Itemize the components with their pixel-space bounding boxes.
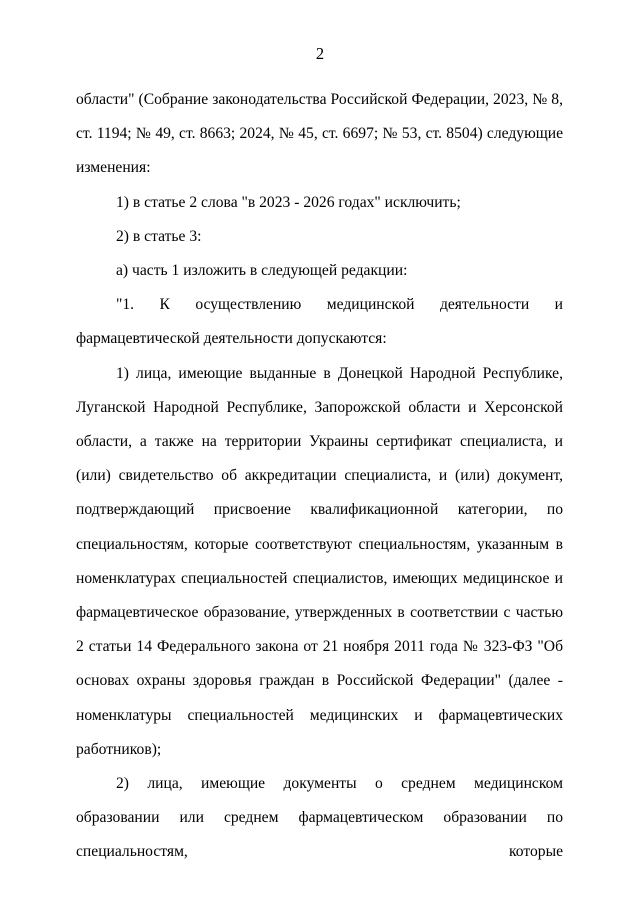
paragraph-intro: области" (Собрание законодательства Российской Федерации, 2023, № 8, ст. 1194; № 49, ст. 8663; 2024, № 45, ст. 6697; № 53, ст. 8504) следующие изменения: — [76, 91, 563, 177]
document-body — [76, 83, 563, 870]
paragraph-part-1: "1. К осуществлению медицинской деятельности и фармацевтической деятельности допускаются: — [76, 296, 563, 348]
page-number: 2 — [315, 44, 325, 63]
paragraph-clause-1: 1) лица, имеющие выданные в Донецкой Народной Республике, Луганской Народной Республике, Запорожской области и Херсонской области, а также на территории Украины сертификат специалиста, и (или) свидетельство об аккредитации специалиста, и (или) документ, подтверждающий присвоение квалификационной категории, по специальностям, которые соответствуют специальностям, указанным в номенклатурах специальностей специалистов, имеющих медицинское и фармацевтическое образование, утвержденных в соответствии с частью 2 статьи 14 Федерального закона от 21 ноября 2011 года № 323-ФЗ "Об основах охраны здоровья граждан в Российской Федерации" (далее - номенклатуры специальностей медицинских и фармацевтических работников); — [76, 364, 563, 758]
paragraph-item-2: 2) в статье 3: — [116, 227, 202, 245]
paragraph-item-1: 1) в статье 2 слова "в 2023 - 2026 годах" исключить; — [116, 193, 461, 211]
paragraph-subitem-a: а) часть 1 изложить в следующей редакции: — [116, 262, 408, 280]
paragraph-clause-2: 2) лица, имеющие документы о среднем медицинском образовании или среднем фармацевтическом образовании по специальностям, которые — [76, 775, 563, 861]
